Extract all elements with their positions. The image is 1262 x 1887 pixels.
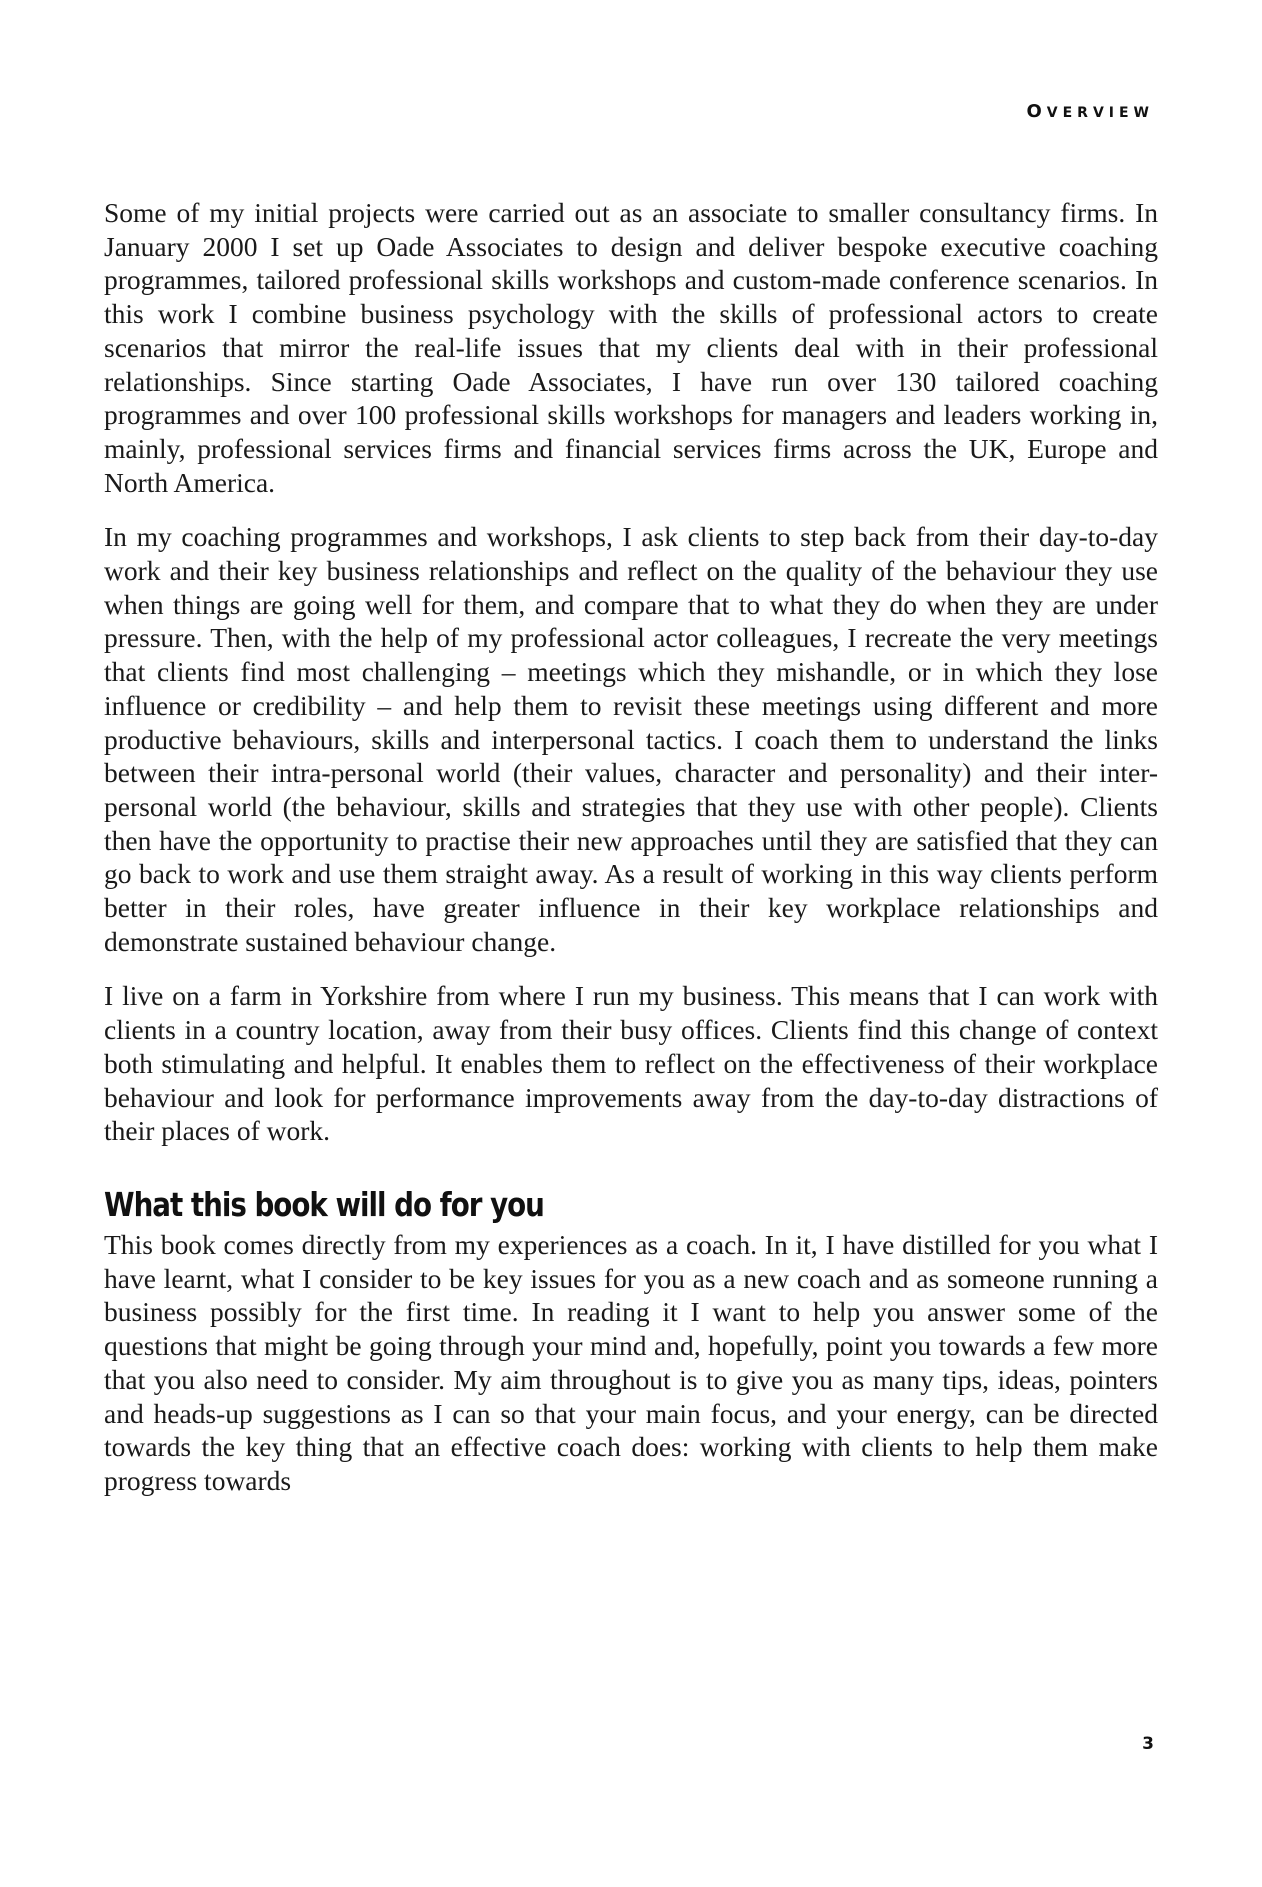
page-number: 3 [1142,1734,1154,1754]
section-heading: What this book will do for you [104,1184,544,1224]
running-head-initial: O [1026,101,1047,122]
paragraph-initial-projects: Some of my initial projects were carried out as an associate to smaller consultancy firms. In January 2000 I set up Oade Associates to design and deliver bespoke executive coaching programmes, tailored professional skills workshops and custom-made conference scenarios. In this work I combine business psychology with the skills of professional actors to create scenarios that mirror the real-life issues that my clients deal with in their professional relationships. Since starting Oade Associates, I have run over 130 tailored coaching programmes and over 100 professional skills workshops for managers and leaders working in, mainly, professional services firms and financial services firms across the UK, Europe and North America. [104,197,1158,498]
paragraph-book-purpose: This book comes directly from my experiences as a coach. In it, I have distilled for you what I have learnt, what I consider to be key issues for you as a new coach and as someone running a business possibly for the first time. In reading it I want to help you answer some of the questions that might be going through your mind and, hopefully, point you towards a few more that you also need to consider. My aim throughout is to give you as many tips, ideas, pointers and heads-up suggestions as I can so that your main focus, and your energy, can be directed towards the key thing that an effective coach does: working with clients to help them make progress towards [104,1228,1158,1496]
running-head [1026,101,1154,122]
paragraph-yorkshire-farm: I live on a farm in Yorkshire from where I run my business. This means that I can work with clients in a country location, away from their busy offices. Clients find this change of context both stimulating and helpful. It enables them to reflect on the effectiveness of their workplace behaviour and look for performance improvements away from the day-to-day distractions of their places of work. [104,980,1158,1147]
running-head-rest: VERVIEW [1046,105,1154,121]
body-text [104,196,1158,1519]
paragraph-coaching-programmes: In my coaching programmes and workshops, I ask clients to step back from their day-to-day work and their key business relationships and reflect on the quality of the behaviour they use when things are going well for them, and compare that to what they do when they are under pressure. Then, with the help of my professional actor colleagues, I recreate the very meetings that clients find most challenging – meetings which they mishandle, or in which they lose influence or credibility – and help them to revisit these meetings using different and more productive behaviours, skills and interpersonal tactics. I coach them to understand the links between their intra-personal world (their values, character and personality) and their inter-personal world (the behaviour, skills and strategies that they use with other people). Clients then have the opportunity to practise their new approaches until they are satisfied that they can go back to work and use them straight away. As a result of working in this way clients perform better in their roles, have greater influence in their key workplace relationships and demonstrate sustained behaviour change. [104,521,1158,957]
